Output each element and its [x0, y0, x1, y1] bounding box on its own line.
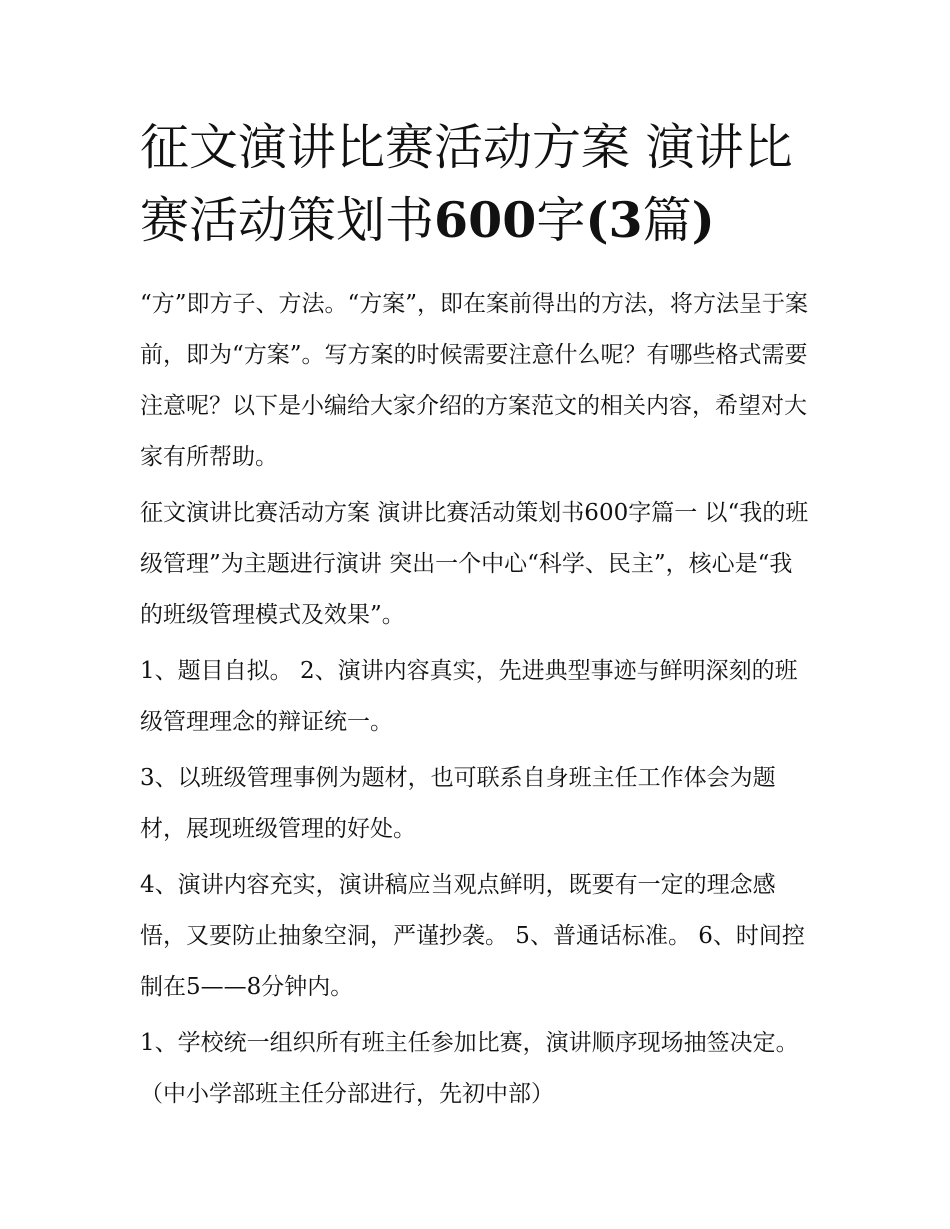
document-body [140, 112, 815, 1125]
document-title: 征文演讲比赛活动方案 演讲比赛活动策划书600字(3篇) [140, 119, 793, 249]
requirements-paragraph-1: 1、题目自拟。 2、演讲内容真实，先进典型事迹与鲜明深刻的班级管理理念的辩证统一。 [140, 658, 798, 735]
section-one-intro-paragraph: 征文演讲比赛活动方案 演讲比赛活动策划书600字篇一 以“我的班级管理”为主题进行演讲 突出一个中心“科学、民主”，核心是“我的班级管理模式及效果”。 [140, 500, 809, 628]
requirements-paragraph-2: 3、以班级管理事例为题材，也可联系自身班主任工作体会为题材，展现班级管理的好处。 [140, 765, 776, 842]
procedure-paragraph: 1、学校统一组织所有班主任参加比赛，演讲顺序现场抽签决定。（中小学部班主任分部进行，先初中部） [140, 1030, 799, 1107]
intro-paragraph: “方”即方子、方法。“方案”，即在案前得出的方法，将方法呈于案前，即为“方案”。写方案的时候需要注意什么呢？有哪些格式需要注意呢？以下是小编给大家介绍的方案范文的相关内容，希望对大家有所帮助。 [140, 291, 809, 470]
requirements-paragraph-3: 4、演讲内容充实，演讲稿应当观点鲜明，既要有一定的理念感悟，又要防止抽象空洞，严谨抄袭。 5、普通话标准。 6、时间控制在5——8分钟内。 [140, 872, 805, 1000]
